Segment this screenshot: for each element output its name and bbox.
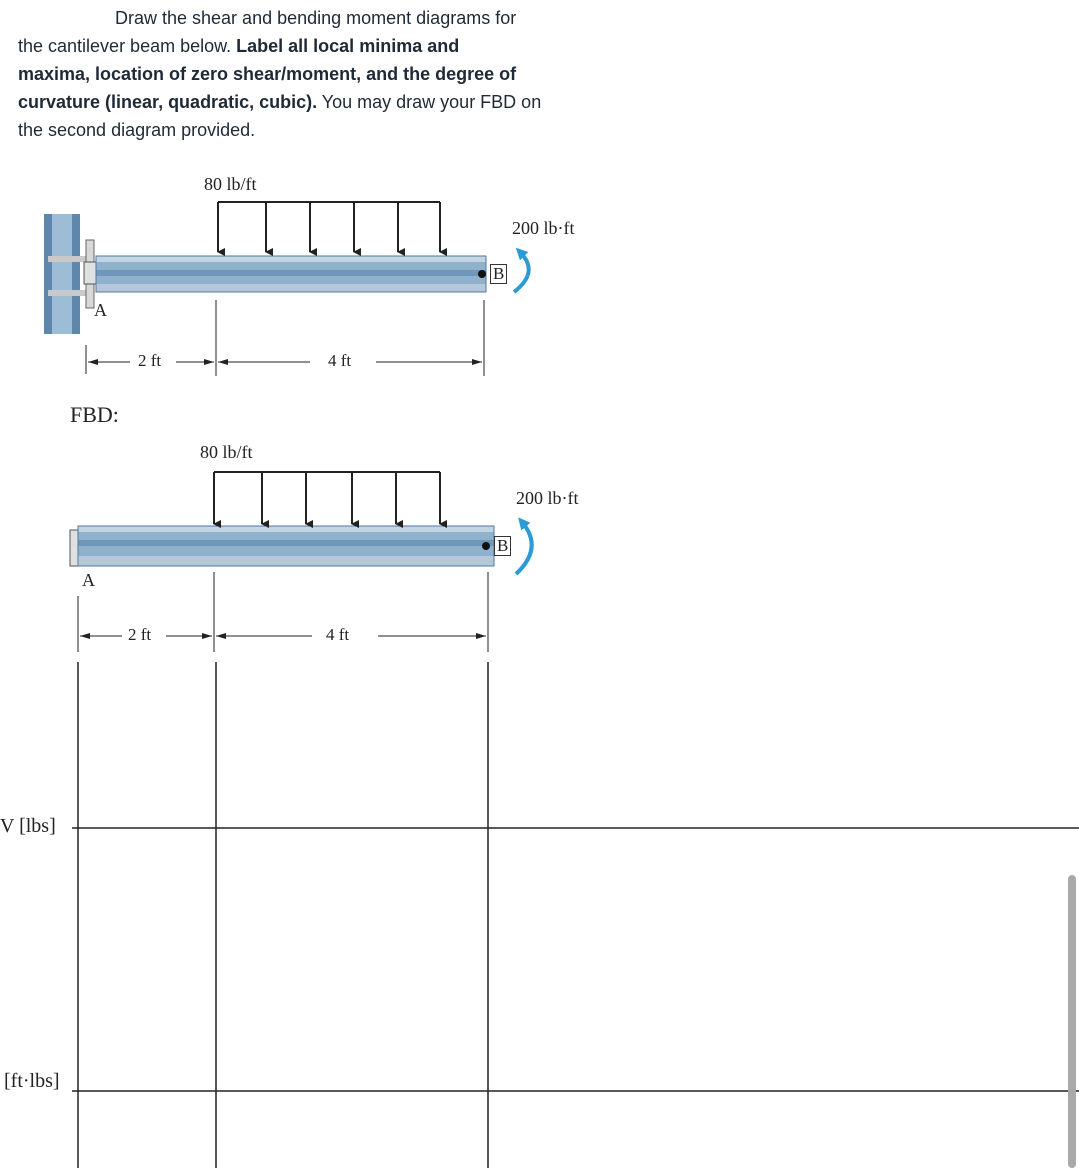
fbd-title: FBD: [70, 402, 119, 427]
fbd-distributed-load-arrows [214, 472, 440, 524]
fig1-point-a: A [94, 300, 107, 320]
figure-1 [44, 202, 529, 376]
fbd-dim-2ft: 2 ft [128, 625, 152, 644]
fig1-moment-label: 200 lb·ft [512, 218, 575, 238]
fbd-moment-label: 200 lb·ft [516, 488, 579, 508]
fig1-dim-2ft: 2 ft [138, 351, 162, 370]
vertical-scrollbar[interactable] [1068, 875, 1076, 1168]
moment-arrow [514, 252, 529, 292]
beam [96, 256, 486, 292]
shear-axis-label: V [lbs] [0, 815, 56, 837]
fbd-point-a: A [82, 570, 95, 590]
fbd-load-label: 80 lb/ft [200, 442, 253, 462]
fbd-moment-arrow [516, 522, 532, 574]
fig1-load-label: 80 lb/ft [204, 174, 257, 194]
moment-axis-label: [ft·lbs] [4, 1070, 60, 1092]
problem-line-2a: the cantilever beam below. [18, 36, 237, 56]
fbd-point-b: B [494, 536, 511, 556]
diagram-grid [72, 662, 1079, 1168]
problem-line-3: maxima, location of zero shear/moment, and the degree of [18, 64, 517, 84]
fbd-dim-4ft: 4 ft [326, 625, 350, 644]
fig1-point-b: B [490, 264, 507, 284]
problem-line-1: Draw the shear and bending moment diagrams for [115, 8, 517, 28]
fbd-beam [78, 526, 494, 566]
problem-line-4b: You may draw your FBD on [317, 92, 542, 112]
point-b-dot [478, 270, 486, 278]
fbd-point-b-dot [482, 542, 490, 550]
fig1-dim-4ft: 4 ft [328, 351, 352, 370]
problem-line-2b: Label all local minima and [236, 36, 460, 56]
problem-line-5: the second diagram provided. [18, 120, 256, 140]
problem-line-4a: curvature (linear, quadratic, cubic). [18, 92, 318, 112]
distributed-load-arrows [218, 202, 440, 252]
